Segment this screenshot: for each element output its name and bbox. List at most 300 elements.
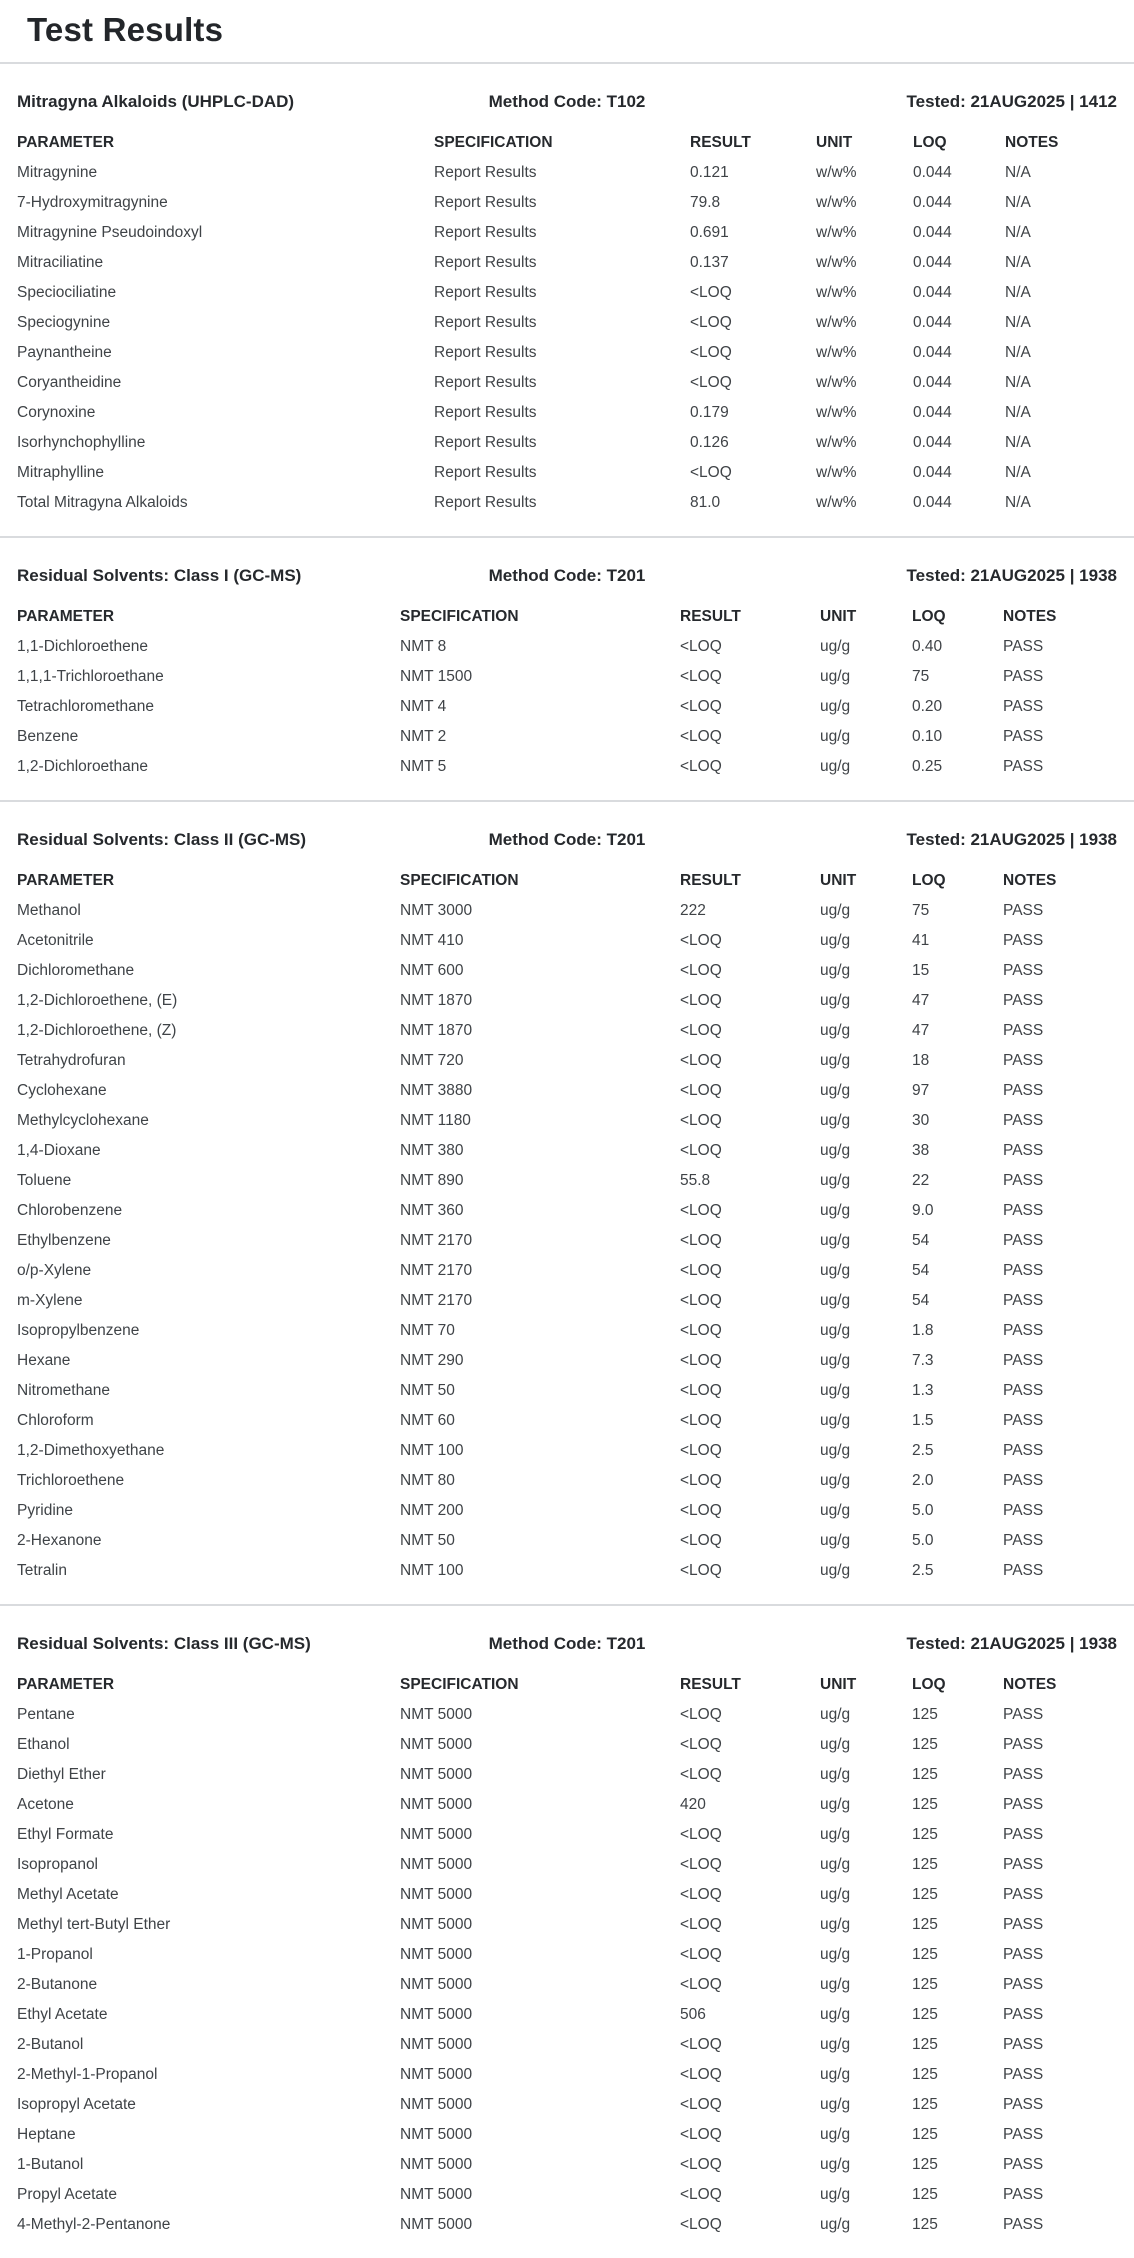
cell-loq: 2.0 <box>912 1472 934 1489</box>
cell-loq: 41 <box>912 932 930 949</box>
cell-parameter: 1,2-Dimethoxyethane <box>17 1442 165 1459</box>
cell-parameter: Tetrahydrofuran <box>17 1052 126 1069</box>
cell-loq: 47 <box>912 1022 930 1039</box>
column-header-specification: SPECIFICATION <box>434 134 553 151</box>
cell-result: <LOQ <box>680 932 722 949</box>
cell-notes: PASS <box>1003 2066 1044 2083</box>
cell-unit: w/w% <box>816 224 857 241</box>
cell-specification: NMT 5000 <box>400 1946 473 1963</box>
cell-notes: PASS <box>1003 728 1044 745</box>
cell-loq: 47 <box>912 992 930 1009</box>
cell-unit: ug/g <box>820 1976 851 1993</box>
table-row <box>0 752 1134 782</box>
table-row <box>0 1076 1134 1106</box>
cell-notes: N/A <box>1005 224 1031 241</box>
cell-specification: NMT 5000 <box>400 2186 473 2203</box>
table-row <box>0 1850 1134 1880</box>
cell-result: <LOQ <box>680 2156 722 2173</box>
cell-notes: N/A <box>1005 494 1031 511</box>
table-row <box>0 1166 1134 1196</box>
cell-parameter: Toluene <box>17 1172 72 1189</box>
cell-specification: NMT 100 <box>400 1562 464 1579</box>
cell-specification: NMT 5000 <box>400 1796 473 1813</box>
cell-specification: Report Results <box>434 374 537 391</box>
cell-unit: ug/g <box>820 1442 851 1459</box>
cell-specification: NMT 5000 <box>400 1856 473 1873</box>
cell-specification: NMT 2170 <box>400 1292 473 1309</box>
cell-loq: 125 <box>912 1766 938 1783</box>
table-row <box>0 158 1134 188</box>
table-row <box>0 218 1134 248</box>
cell-unit: ug/g <box>820 2126 851 2143</box>
cell-loq: 0.044 <box>913 494 952 511</box>
cell-unit: w/w% <box>816 194 857 211</box>
cell-result: <LOQ <box>680 1322 722 1339</box>
cell-loq: 2.5 <box>912 1562 934 1579</box>
cell-notes: PASS <box>1003 1562 1044 1579</box>
cell-parameter: Methyl tert-Butyl Ether <box>17 1916 171 1933</box>
cell-loq: 0.044 <box>913 404 952 421</box>
cell-parameter: Pyridine <box>17 1502 73 1519</box>
table-row <box>0 2210 1134 2240</box>
cell-notes: PASS <box>1003 1202 1044 1219</box>
cell-notes: PASS <box>1003 758 1044 775</box>
cell-result: <LOQ <box>680 2216 722 2233</box>
table-row <box>0 458 1134 488</box>
cell-parameter: Cyclohexane <box>17 1082 107 1099</box>
section-tested: Tested: 21AUG2025 | 1938 <box>906 830 1117 849</box>
cell-parameter: 1,1-Dichloroethene <box>17 638 148 655</box>
cell-specification: NMT 5000 <box>400 2216 473 2233</box>
cell-parameter: 1,4-Dioxane <box>17 1142 101 1159</box>
cell-notes: PASS <box>1003 902 1044 919</box>
cell-notes: PASS <box>1003 1412 1044 1429</box>
cell-specification: NMT 60 <box>400 1412 455 1429</box>
cell-result: 0.121 <box>690 164 729 181</box>
column-header-parameter: PARAMETER <box>17 1676 115 1693</box>
cell-notes: N/A <box>1005 164 1031 181</box>
cell-parameter: Pentane <box>17 1706 75 1723</box>
cell-result: <LOQ <box>680 1502 722 1519</box>
section-header <box>0 90 1134 114</box>
cell-specification: NMT 290 <box>400 1352 464 1369</box>
table-row <box>0 896 1134 926</box>
table-row <box>0 692 1134 722</box>
cell-unit: ug/g <box>820 2186 851 2203</box>
cell-unit: w/w% <box>816 254 857 271</box>
cell-loq: 0.10 <box>912 728 943 745</box>
cell-loq: 125 <box>912 1826 938 1843</box>
cell-notes: PASS <box>1003 2126 1044 2143</box>
cell-specification: NMT 5000 <box>400 1826 473 1843</box>
cell-parameter: Chlorobenzene <box>17 1202 123 1219</box>
cell-unit: ug/g <box>820 1736 851 1753</box>
cell-unit: ug/g <box>820 1562 851 1579</box>
cell-specification: NMT 80 <box>400 1472 455 1489</box>
column-header-notes: NOTES <box>1003 608 1057 625</box>
cell-notes: PASS <box>1003 1382 1044 1399</box>
cell-loq: 125 <box>912 1856 938 1873</box>
table-row <box>0 1136 1134 1166</box>
cell-specification: Report Results <box>434 314 537 331</box>
cell-parameter: Acetonitrile <box>17 932 94 949</box>
cell-result: <LOQ <box>680 1442 722 1459</box>
cell-notes: PASS <box>1003 2096 1044 2113</box>
cell-result: 506 <box>680 2006 706 2023</box>
cell-unit: ug/g <box>820 1382 851 1399</box>
table-row <box>0 1820 1134 1850</box>
table-row <box>0 428 1134 458</box>
cell-specification: Report Results <box>434 494 537 511</box>
cell-notes: PASS <box>1003 698 1044 715</box>
table-row <box>0 1496 1134 1526</box>
cell-specification: NMT 8 <box>400 638 447 655</box>
section-header <box>0 1632 1134 1656</box>
cell-parameter: 2-Methyl-1-Propanol <box>17 2066 158 2083</box>
cell-specification: NMT 2170 <box>400 1262 473 1279</box>
cell-notes: PASS <box>1003 668 1044 685</box>
cell-parameter: 7-Hydroxymitragynine <box>17 194 168 211</box>
cell-parameter: Chloroform <box>17 1412 94 1429</box>
cell-loq: 15 <box>912 962 930 979</box>
cell-specification: NMT 360 <box>400 1202 464 1219</box>
cell-loq: 75 <box>912 668 930 685</box>
table-row <box>0 398 1134 428</box>
cell-result: <LOQ <box>680 2186 722 2203</box>
cell-unit: ug/g <box>820 758 851 775</box>
table-row <box>0 1106 1134 1136</box>
column-header-unit: UNIT <box>820 608 857 625</box>
cell-specification: NMT 1500 <box>400 668 473 685</box>
column-header-parameter: PARAMETER <box>17 608 115 625</box>
cell-parameter: 1,1,1-Trichloroethane <box>17 668 164 685</box>
cell-notes: PASS <box>1003 1946 1044 1963</box>
table-row <box>0 1760 1134 1790</box>
cell-parameter: Ethanol <box>17 1736 70 1753</box>
cell-specification: NMT 890 <box>400 1172 464 1189</box>
cell-loq: 125 <box>912 2216 938 2233</box>
cell-parameter: Heptane <box>17 2126 76 2143</box>
section-tested: Tested: 21AUG2025 | 1412 <box>906 92 1117 111</box>
cell-loq: 38 <box>912 1142 930 1159</box>
cell-unit: ug/g <box>820 1232 851 1249</box>
table-row <box>0 1376 1134 1406</box>
table-row <box>0 986 1134 1016</box>
table-row <box>0 2060 1134 2090</box>
cell-unit: w/w% <box>816 494 857 511</box>
cell-result: <LOQ <box>690 314 732 331</box>
table-row <box>0 1406 1134 1436</box>
cell-parameter: Ethylbenzene <box>17 1232 111 1249</box>
cell-loq: 9.0 <box>912 1202 934 1219</box>
table-row <box>0 1940 1134 1970</box>
column-header-row <box>0 866 1134 896</box>
cell-result: <LOQ <box>680 1706 722 1723</box>
cell-specification: NMT 5000 <box>400 2036 473 2053</box>
cell-loq: 1.8 <box>912 1322 934 1339</box>
cell-result: <LOQ <box>680 1856 722 1873</box>
column-header-result: RESULT <box>680 608 741 625</box>
cell-loq: 0.044 <box>913 194 952 211</box>
column-header-unit: UNIT <box>820 872 857 889</box>
results-table <box>0 602 1134 782</box>
cell-notes: PASS <box>1003 1502 1044 1519</box>
cell-unit: ug/g <box>820 1052 851 1069</box>
column-header-row <box>0 602 1134 632</box>
column-header-specification: SPECIFICATION <box>400 1676 519 1693</box>
cell-parameter: Trichloroethene <box>17 1472 125 1489</box>
cell-unit: w/w% <box>816 434 857 451</box>
column-header-notes: NOTES <box>1003 1676 1057 1693</box>
table-body <box>0 158 1134 518</box>
page-title: Test Results <box>27 11 224 48</box>
cell-notes: PASS <box>1003 932 1044 949</box>
cell-specification: NMT 200 <box>400 1502 464 1519</box>
cell-specification: NMT 5000 <box>400 1886 473 1903</box>
cell-parameter: 4-Methyl-2-Pentanone <box>17 2216 171 2233</box>
table-row <box>0 368 1134 398</box>
cell-parameter: Ethyl Acetate <box>17 2006 108 2023</box>
table-row <box>0 1880 1134 1910</box>
cell-parameter: Isopropyl Acetate <box>17 2096 136 2113</box>
column-header-result: RESULT <box>680 1676 741 1693</box>
cell-unit: ug/g <box>820 638 851 655</box>
cell-parameter: Hexane <box>17 1352 71 1369</box>
table-row <box>0 1556 1134 1586</box>
cell-loq: 125 <box>912 1736 938 1753</box>
cell-specification: NMT 600 <box>400 962 464 979</box>
cell-notes: PASS <box>1003 1796 1044 1813</box>
cell-loq: 7.3 <box>912 1352 934 1369</box>
cell-unit: ug/g <box>820 962 851 979</box>
cell-parameter: Total Mitragyna Alkaloids <box>17 494 188 511</box>
cell-loq: 0.044 <box>913 254 952 271</box>
cell-specification: NMT 5000 <box>400 2006 473 2023</box>
cell-specification: NMT 5000 <box>400 2126 473 2143</box>
table-row <box>0 1226 1134 1256</box>
cell-result: <LOQ <box>680 1946 722 1963</box>
table-row <box>0 1526 1134 1556</box>
cell-unit: ug/g <box>820 668 851 685</box>
cell-notes: PASS <box>1003 1442 1044 1459</box>
cell-unit: ug/g <box>820 1112 851 1129</box>
cell-notes: PASS <box>1003 962 1044 979</box>
cell-unit: ug/g <box>820 1916 851 1933</box>
cell-notes: PASS <box>1003 2156 1044 2173</box>
cell-parameter: Ethyl Formate <box>17 1826 114 1843</box>
cell-unit: ug/g <box>820 2156 851 2173</box>
cell-parameter: 2-Butanol <box>17 2036 84 2053</box>
cell-parameter: Mitragynine <box>17 164 98 181</box>
cell-specification: NMT 5000 <box>400 2156 473 2173</box>
cell-unit: ug/g <box>820 2066 851 2083</box>
cell-notes: N/A <box>1005 344 1031 361</box>
column-header-row <box>0 128 1134 158</box>
cell-notes: PASS <box>1003 2186 1044 2203</box>
cell-result: <LOQ <box>680 2066 722 2083</box>
column-header-loq: LOQ <box>913 134 947 151</box>
table-row <box>0 1346 1134 1376</box>
cell-unit: ug/g <box>820 1856 851 1873</box>
cell-loq: 22 <box>912 1172 930 1189</box>
cell-notes: N/A <box>1005 434 1031 451</box>
cell-loq: 5.0 <box>912 1532 934 1549</box>
cell-result: <LOQ <box>680 962 722 979</box>
cell-specification: NMT 50 <box>400 1532 455 1549</box>
table-row <box>0 1910 1134 1940</box>
cell-loq: 125 <box>912 2186 938 2203</box>
cell-specification: NMT 410 <box>400 932 464 949</box>
cell-parameter: 2-Butanone <box>17 1976 98 1993</box>
test-section <box>0 64 1134 538</box>
cell-result: <LOQ <box>680 992 722 1009</box>
cell-unit: ug/g <box>820 698 851 715</box>
cell-unit: ug/g <box>820 1202 851 1219</box>
cell-unit: ug/g <box>820 1022 851 1039</box>
cell-result: <LOQ <box>680 1292 722 1309</box>
column-header-unit: UNIT <box>816 134 853 151</box>
cell-notes: N/A <box>1005 194 1031 211</box>
results-table <box>0 866 1134 1586</box>
cell-result: <LOQ <box>680 1412 722 1429</box>
cell-unit: ug/g <box>820 2096 851 2113</box>
column-header-loq: LOQ <box>912 872 946 889</box>
table-row <box>0 2180 1134 2210</box>
cell-specification: Report Results <box>434 284 537 301</box>
cell-unit: ug/g <box>820 1262 851 1279</box>
cell-loq: 54 <box>912 1262 930 1279</box>
cell-notes: N/A <box>1005 254 1031 271</box>
cell-unit: ug/g <box>820 932 851 949</box>
cell-specification: NMT 3880 <box>400 1082 473 1099</box>
cell-result: 79.8 <box>690 194 721 211</box>
cell-loq: 97 <box>912 1082 930 1099</box>
cell-result: 0.179 <box>690 404 729 421</box>
cell-loq: 5.0 <box>912 1502 934 1519</box>
cell-parameter: Speciociliatine <box>17 284 117 301</box>
table-row <box>0 1046 1134 1076</box>
cell-result: 81.0 <box>690 494 721 511</box>
cell-result: 0.691 <box>690 224 729 241</box>
section-tested: Tested: 21AUG2025 | 1938 <box>906 1634 1117 1653</box>
cell-notes: PASS <box>1003 1766 1044 1783</box>
cell-result: <LOQ <box>680 1052 722 1069</box>
cell-parameter: Isopropanol <box>17 1856 99 1873</box>
cell-loq: 54 <box>912 1292 930 1309</box>
cell-loq: 0.044 <box>913 434 952 451</box>
cell-result: <LOQ <box>680 1976 722 1993</box>
cell-result: 0.137 <box>690 254 729 271</box>
section-header <box>0 828 1134 852</box>
cell-result: <LOQ <box>680 1736 722 1753</box>
column-header-specification: SPECIFICATION <box>400 608 519 625</box>
cell-result: <LOQ <box>680 668 722 685</box>
cell-specification: NMT 5000 <box>400 1916 473 1933</box>
table-row <box>0 2090 1134 2120</box>
cell-unit: ug/g <box>820 1472 851 1489</box>
cell-specification: NMT 5000 <box>400 1736 473 1753</box>
cell-loq: 0.20 <box>912 698 943 715</box>
column-header-parameter: PARAMETER <box>17 134 115 151</box>
cell-specification: NMT 1870 <box>400 1022 473 1039</box>
cell-parameter: 1,2-Dichloroethane <box>17 758 148 775</box>
cell-result: <LOQ <box>680 1112 722 1129</box>
cell-specification: NMT 2 <box>400 728 447 745</box>
column-header-loq: LOQ <box>912 608 946 625</box>
cell-notes: PASS <box>1003 1706 1044 1723</box>
table-row <box>0 1730 1134 1760</box>
cell-specification: Report Results <box>434 404 537 421</box>
cell-specification: NMT 2170 <box>400 1232 473 1249</box>
cell-loq: 125 <box>912 2156 938 2173</box>
table-row <box>0 1286 1134 1316</box>
cell-specification: NMT 1180 <box>400 1112 471 1129</box>
column-header-specification: SPECIFICATION <box>400 872 519 889</box>
cell-unit: w/w% <box>816 284 857 301</box>
cell-loq: 0.044 <box>913 314 952 331</box>
table-row <box>0 1700 1134 1730</box>
cell-result: <LOQ <box>680 1472 722 1489</box>
cell-loq: 125 <box>912 1886 938 1903</box>
cell-notes: PASS <box>1003 2216 1044 2233</box>
table-row <box>0 1970 1134 2000</box>
cell-specification: NMT 5 <box>400 758 447 775</box>
table-row <box>0 1466 1134 1496</box>
cell-loq: 125 <box>912 2006 938 2023</box>
cell-specification: NMT 5000 <box>400 1976 473 1993</box>
cell-notes: PASS <box>1003 638 1044 655</box>
cell-parameter: Tetrachloromethane <box>17 698 154 715</box>
cell-specification: NMT 5000 <box>400 2066 473 2083</box>
cell-notes: PASS <box>1003 2036 1044 2053</box>
cell-notes: PASS <box>1003 1976 1044 1993</box>
cell-parameter: o/p-Xylene <box>17 1262 92 1279</box>
cell-parameter: Dichloromethane <box>17 962 135 979</box>
cell-specification: Report Results <box>434 164 537 181</box>
cell-result: <LOQ <box>680 1382 722 1399</box>
test-section <box>0 802 1134 1606</box>
cell-specification: Report Results <box>434 224 537 241</box>
cell-result: <LOQ <box>680 728 722 745</box>
cell-result: <LOQ <box>680 758 722 775</box>
cell-loq: 125 <box>912 1976 938 1993</box>
cell-unit: ug/g <box>820 1322 851 1339</box>
cell-parameter: Mitraphylline <box>17 464 105 481</box>
cell-parameter: Speciogynine <box>17 314 111 331</box>
cell-loq: 125 <box>912 1916 938 1933</box>
cell-loq: 30 <box>912 1112 930 1129</box>
cell-parameter: Diethyl Ether <box>17 1766 106 1783</box>
cell-loq: 125 <box>912 1706 938 1723</box>
cell-result: 420 <box>680 1796 706 1813</box>
cell-result: <LOQ <box>680 1232 722 1249</box>
cell-unit: ug/g <box>820 1706 851 1723</box>
cell-specification: Report Results <box>434 194 537 211</box>
cell-parameter: Methylcyclohexane <box>17 1112 149 1129</box>
cell-specification: Report Results <box>434 464 537 481</box>
section-tested: Tested: 21AUG2025 | 1938 <box>906 566 1117 585</box>
page-header <box>0 0 1134 64</box>
cell-parameter: m-Xylene <box>17 1292 83 1309</box>
table-body <box>0 632 1134 782</box>
section-title: Mitragyna Alkaloids (UHPLC-DAD) <box>17 92 295 111</box>
results-table <box>0 128 1134 518</box>
cell-loq: 0.40 <box>912 638 943 655</box>
cell-specification: NMT 5000 <box>400 2096 473 2113</box>
cell-result: <LOQ <box>680 1022 722 1039</box>
table-row <box>0 2030 1134 2060</box>
cell-result: <LOQ <box>680 2096 722 2113</box>
